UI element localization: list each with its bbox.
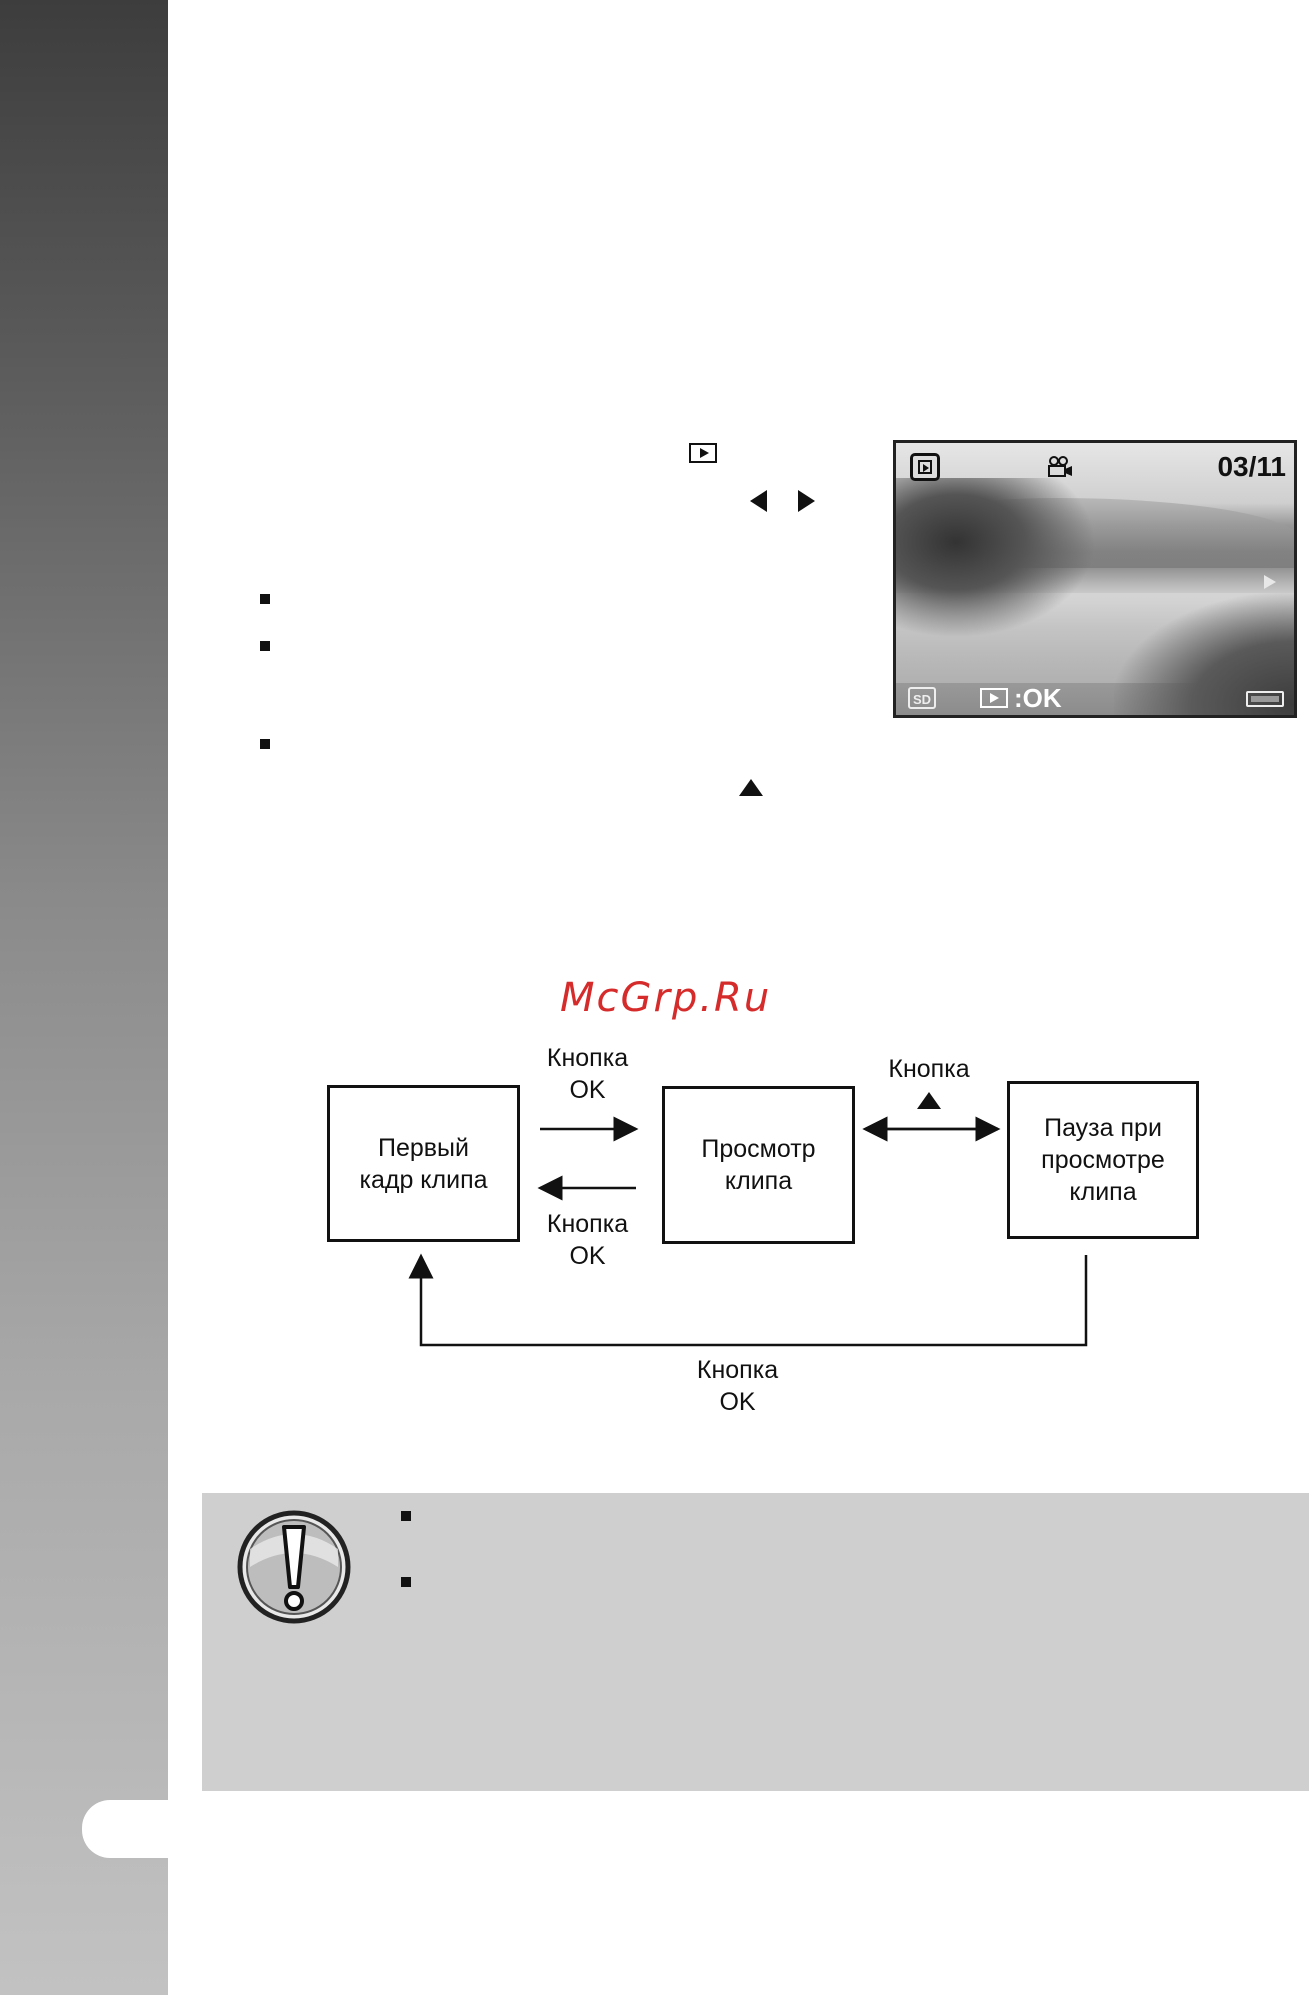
warning-icon [236,1509,352,1625]
image-counter: 03/11 [1217,451,1286,482]
watermark: McGrp.Ru [560,975,772,1021]
note-bullet [401,1577,411,1587]
box-playback: Просмотр клипа [662,1086,855,1244]
note-panel [202,1493,1309,1791]
label-ok-back: Кнопка OK [546,1210,629,1270]
box-pause: Пауза при просмотре клипа [1007,1081,1199,1239]
note-bullet [401,1511,411,1521]
sd-card-icon: SD [908,687,936,709]
arrow-pause-to-first [421,1255,1086,1345]
box-first-frame: Первый кадр клипа [327,1085,520,1242]
label-ok-loop: Кнопка OK [696,1356,779,1416]
label-up-button: Кнопка [888,1055,970,1083]
ok-hint: :OK [1014,683,1062,713]
label-ok-forward: Кнопка OK [546,1044,629,1104]
